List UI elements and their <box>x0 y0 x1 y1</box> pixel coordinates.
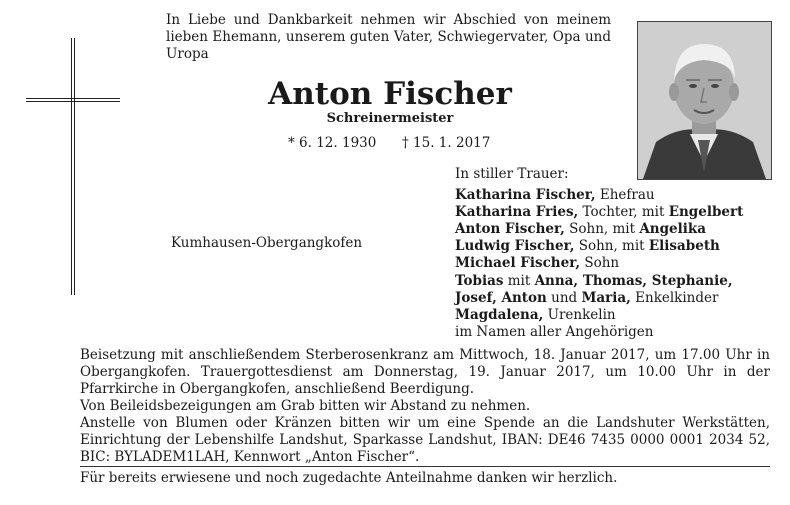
cross-horizontal-line <box>26 98 120 99</box>
location: Kumhausen-Obergangkofen <box>171 235 363 251</box>
thanks-text: Für bereits erwiesene und noch zugedachte Anteilnahme danken wir herzlich. <box>80 470 618 486</box>
birth-date: * 6. 12. 1930 <box>288 135 377 151</box>
list-item: Josef, Anton und Maria, Enkelkinder <box>455 289 719 306</box>
mourners-closing: im Namen aller Angehörigen <box>455 323 654 340</box>
death-date: † 15. 1. 2017 <box>402 135 491 151</box>
burial-paragraph: Beisetzung mit anschließendem Sterberosenkranz am Mittwoch, 18. Januar 2017, um 17.00 Uhr in Obergangkofen. Trauergottesdienst am Donnerstag, 19. Januar 2017, um 10.00 Uhr in der Pfarrkirche in Obergangkofen, anschließend Beerdigung. <box>80 347 770 397</box>
list-item: Katharina Fischer, Ehefrau <box>455 187 655 204</box>
deceased-name: Anton Fischer <box>268 76 512 112</box>
divider <box>80 466 770 467</box>
list-item: Tobias mit Anna, Thomas, Stephanie, <box>455 272 733 289</box>
cross-vertical-line <box>74 38 75 295</box>
mourners-heading: In stiller Trauer: <box>455 166 569 182</box>
cross-vertical-line <box>71 38 72 295</box>
list-item: Katharina Fries, Tochter, mit Engelbert <box>455 204 744 221</box>
portrait-icon <box>638 22 771 179</box>
condolence-paragraph: Von Beileidsbezeigungen am Grab bitten wir Abstand zu nehmen. <box>80 398 531 414</box>
portrait-photo <box>637 21 772 180</box>
intro-text: In Liebe und Dankbarkeit nehmen wir Abschied von meinem lieben Ehemann, unserem guten Vater, Schwiegervater, Opa und Uropa <box>166 12 611 62</box>
funeral-details <box>80 347 770 466</box>
list-item: Michael Fischer, Sohn <box>455 255 620 272</box>
donation-paragraph: Anstelle von Blumen oder Kränzen bitten wir um eine Spende an die Landshuter Werkstätten, Einrichtung der Lebenshilfe Landshut, Sparkasse Landshut, IBAN: DE46 7435 0000 0001 2034 52, BIC: BYLADEM1LAH, Kennwort „Anton Fischer“. <box>80 415 770 465</box>
list-item: Anton Fischer, Sohn, mit Angelika <box>455 221 706 238</box>
mourners-list <box>455 166 755 341</box>
profession: Schreinermeister <box>326 111 454 126</box>
list-item: Magdalena, Urenkelin <box>455 306 616 323</box>
list-item: Ludwig Fischer, Sohn, mit Elisabeth <box>455 238 720 255</box>
cross-horizontal-line <box>26 101 120 102</box>
